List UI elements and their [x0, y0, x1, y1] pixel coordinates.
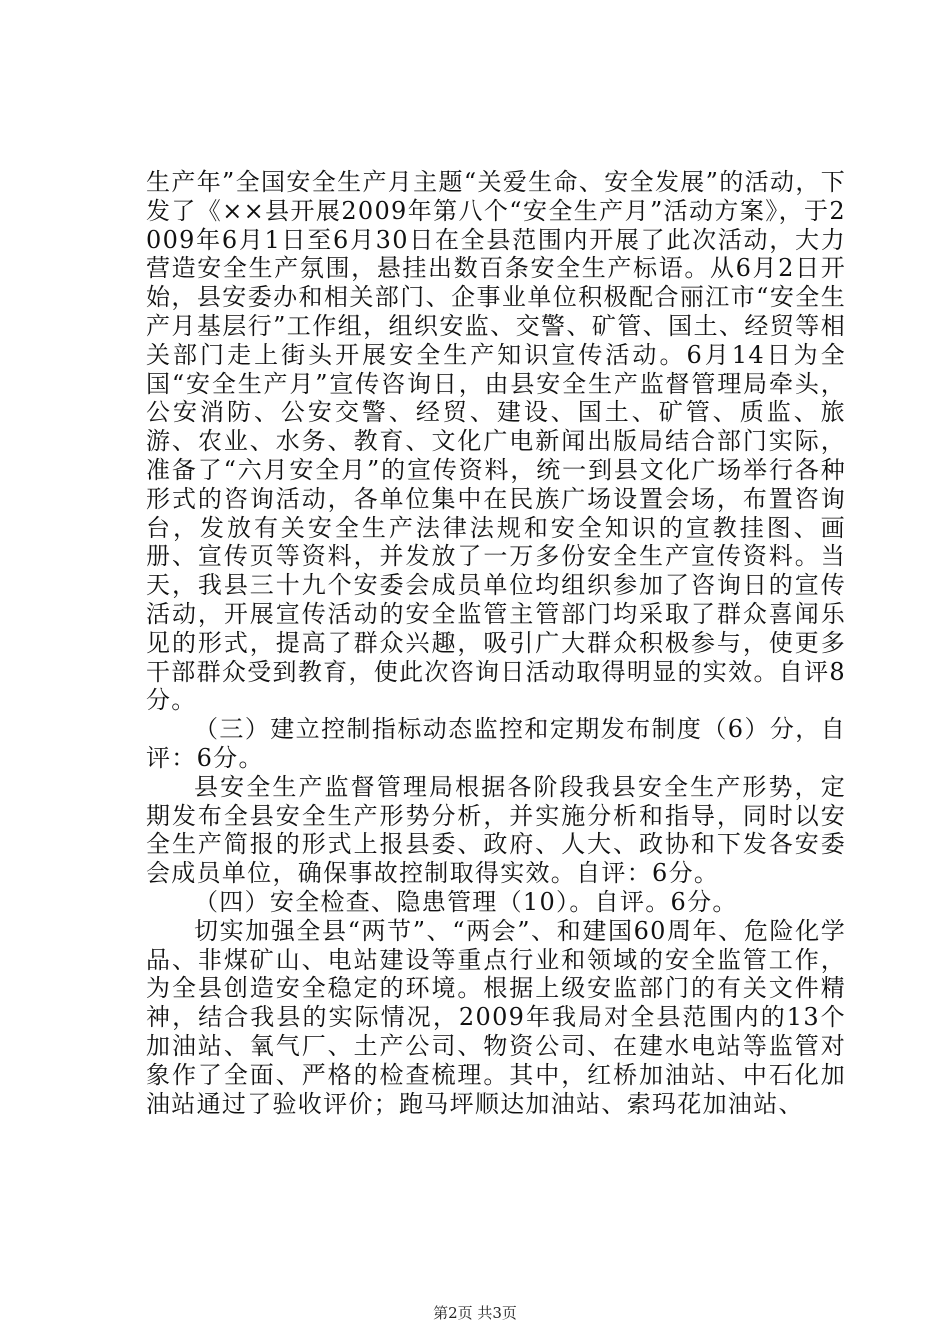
section-heading-3: （三）建立控制指标动态监控和定期发布制度（6）分，自评：6分。 — [146, 715, 846, 772]
page-number-footer: 第2页 共3页 — [433, 1304, 517, 1322]
document-body — [146, 168, 846, 1118]
paragraph-continuation: 生产年”全国安全生产月主题“关爱生命、安全发展”的活动，下发了《××县开展2009年第八个“安全生产月”活动方案》，于2009年6月1日至6月30日在全县范围内开展了此次活动，大力营造安全生产氛围，悬挂出数百条安全生产标语。从6月2日开始，县安委办和相关部门、企事业单位积极配合丽江市“安全生产月基层行”工作组，组织安监、交警、矿管、国土、经贸等相关部门走上街头开展安全生产知识宣传活动。6月14日为全国“安全生产月”宣传咨询日，由县安全生产监督管理局牵头，公安消防、公安交警、经贸、建设、国土、矿管、质监、旅游、农业、水务、教育、文化广电新闻出版局结合部门实际，准备了“六月安全月”的宣传资料，统一到县文化广场举行各种形式的咨询活动，各单位集中在民族广场设置会场，布置咨询台，发放有关安全生产法律法规和安全知识的宣教挂图、画册、宣传页等资料，并发放了一万多份安全生产宣传资料。当天，我县三十九个安委会成员单位均组织参加了咨询日的宣传活动，开展宣传活动的安全监管主管部门均采取了群众喜闻乐见的形式，提高了群众兴趣，吸引广大群众积极参与，使更多干部群众受到教育，使此次咨询日活动取得明显的实效。自评8分。 — [146, 168, 846, 715]
paragraph-body-4: 切实加强全县“两节”、“两会”、和建国60周年、危险化学品、非煤矿山、电站建设等重点行业和领域的安全监管工作，为全县创造安全稳定的环境。根据上级安监部门的有关文件精神，结合我县的实际情况，2009年我局对全县范围内的13个加油站、氧气厂、土产公司、物资公司、在建水电站等监管对象作了全面、严格的检查梳理。其中，红桥加油站、中石化加油站通过了验收评价；跑马坪顺达加油站、索玛花加油站、 — [146, 916, 846, 1118]
paragraph-body-3: 县安全生产监督管理局根据各阶段我县安全生产形势，定期发布全县安全生产形势分析，并实施分析和指导，同时以安全生产简报的形式上报县委、政府、人大、政协和下发各安委会成员单位，确保事故控制取得实效。自评：6分。 — [146, 772, 846, 888]
section-heading-4: （四）安全检查、隐患管理（10）。自评。6分。 — [194, 887, 738, 916]
